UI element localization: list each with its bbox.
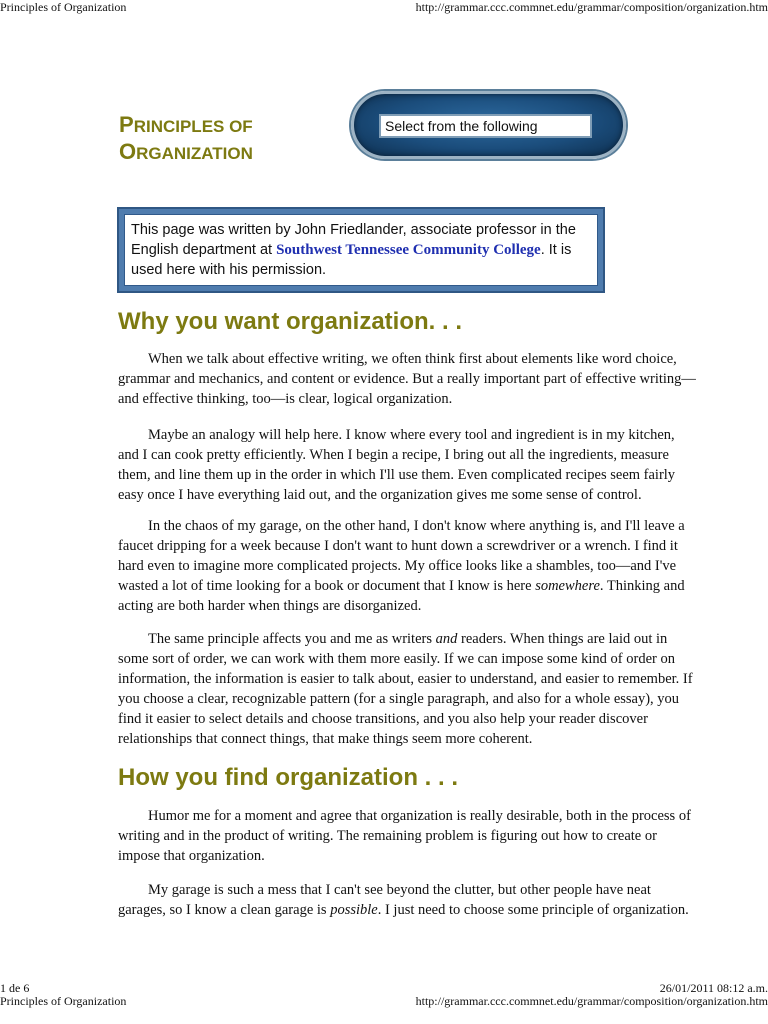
paragraph: Humor me for a moment and agree that organization is really desirable, both in the process of writing and in the product of writing. The remaining problem is figuring out how to create or impose that organization.: [118, 808, 691, 864]
credit-text-after: . It is used here with his permission.: [131, 242, 572, 278]
paragraph: The same principle affects you and me as writers and readers. When things are laid out in some sort of order, we can work with them more easily. If we can impose some kind of order on information, the information is easier to talk about, easier to understand, and easier to remember. If you choose a clear, recognizable pattern (for a single paragraph, and also for a whole essay), you find it easier to select details and choose transitions, and you also help your reader discover relationships that connect things, that make things seem more coherent.: [118, 631, 693, 747]
section-heading-why: Why you want organization. . .: [118, 308, 463, 335]
print-footer-timestamp: 26/01/2011 08:12 a.m.: [659, 981, 768, 995]
paragraph: In the chaos of my garage, on the other hand, I don't know where anything is, and I'll leave a faucet dripping for a week because I don't want to hunt down a screwdriver or a wrench. I find it hard even to imagine more complicated projects. My office looks like a shambles, too—and I've wasted a lot of time looking for a book or document that I know is here somewhere. Thinking and acting are both harder when things are disorganized.: [118, 518, 685, 614]
print-footer-url: http://grammar.ccc.commnet.edu/grammar/composition/organization.htm: [415, 994, 768, 1008]
paragraph: My garage is such a mess that I can't see beyond the clutter, but other people have neat garages, so I know a clean garage is possible. I just need to choose some principle of organization.: [118, 882, 689, 918]
print-header-url: http://grammar.ccc.commnet.edu/grammar/composition/organization.htm: [415, 0, 768, 14]
page-title: PRINCIPLES OF ORGANIZATION: [119, 112, 253, 164]
print-footer-title: Principles of Organization: [0, 994, 127, 1008]
print-footer-page: 1 de 6: [0, 981, 30, 995]
print-header-title: Principles of Organization: [0, 0, 127, 14]
credit-text-before: This page was written by John Friedlander, associate professor in the English department at: [131, 222, 576, 258]
section-heading-how: How you find organization . . .: [118, 764, 458, 791]
paragraph: When we talk about effective writing, we often think first about elements like word choice, grammar and mechanics, and content or evidence. But a really important part of effective writing—and effective thinking, too—is clear, logical organization.: [118, 351, 696, 407]
credit-box: [124, 214, 598, 286]
paragraph: Maybe an analogy will help here. I know where every tool and ingredient is in my kitchen, and I can cook pretty efficiently. When I begin a recipe, I bring out all the ingredients, measure them, and line them up in the order in which I'll use them. Even complicated recipes seem fairly easy once I have everything laid out, and the organization gives me some sense of control.: [118, 427, 676, 503]
page-select-dropdown[interactable]: Select from the following: [379, 114, 592, 138]
college-link[interactable]: Southwest Tennessee Community College: [276, 242, 541, 258]
